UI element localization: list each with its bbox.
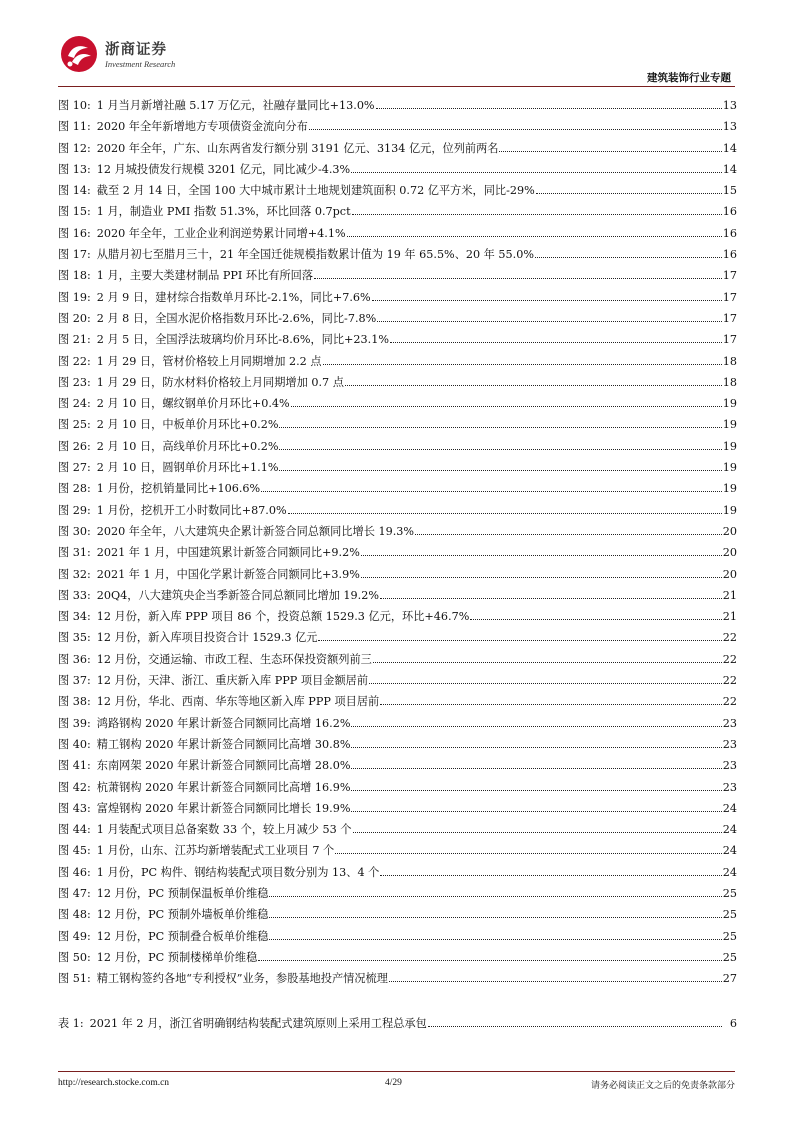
toc-entry-separator: : xyxy=(86,737,91,751)
toc-entry-page: 21 xyxy=(722,588,737,602)
toc-entry-title: 东南网架 2020 年累计新签合同额同比高增 28.0% xyxy=(96,759,351,773)
toc-entry-separator: : xyxy=(86,652,91,666)
toc-entry-page: 19 xyxy=(722,418,737,432)
toc-entry-separator: : xyxy=(86,311,91,325)
toc-entry-page: 16 xyxy=(722,205,737,219)
toc-entry[interactable] xyxy=(58,566,737,587)
toc-entry-separator: : xyxy=(86,674,91,688)
toc-entry-label: 图 16 xyxy=(58,226,87,240)
toc-entry-separator: : xyxy=(79,1017,84,1030)
toc-entry-page: 14 xyxy=(722,141,737,155)
toc-entry[interactable] xyxy=(58,182,737,203)
toc-entry-title: 富煌钢构 2020 年累计新签合同额同比增长 19.9% xyxy=(96,801,351,815)
toc-entry-title: 2 月 10 日，圆钢单价月环比+1.1% xyxy=(96,461,279,475)
toc-entry[interactable] xyxy=(58,821,737,842)
toc-entry-title: 2 月 8 日，全国水泥价格指数月环比-2.6%，同比-7.8% xyxy=(96,311,377,325)
toc-entry-title: 2020 年全年，广东、山东两省发行额分别 3191 亿元、3134 亿元，位列前两名 xyxy=(96,141,499,155)
toc-entry[interactable] xyxy=(58,459,737,480)
toc-entry-title: 12 月份，交通运输、市政工程、生态环保投资额列前三 xyxy=(96,652,372,666)
toc-entry-leader xyxy=(380,598,722,599)
toc-entry-label: 图 22 xyxy=(58,354,87,368)
toc-entry-separator: : xyxy=(86,184,91,198)
brand-name-cn: 浙商证券 xyxy=(105,42,167,58)
toc-entry-title: 1 月份，PC 构件、钢结构装配式项目数分别为 13、4 个 xyxy=(96,865,380,879)
toc-entry-separator: : xyxy=(86,418,91,432)
toc-entry-title: 1 月份，山东、江苏均新增装配式工业项目 7 个 xyxy=(96,844,335,858)
toc-entry[interactable] xyxy=(58,587,737,608)
toc-entry-separator: : xyxy=(86,588,91,602)
toc-entry-leader xyxy=(373,662,722,663)
page-number: 4/29 xyxy=(385,1078,402,1088)
toc-entry-leader xyxy=(390,342,722,343)
toc-entry-leader xyxy=(351,790,721,791)
toc-entry-leader xyxy=(309,129,722,130)
footer-divider xyxy=(58,1071,735,1072)
toc-entry-separator: : xyxy=(86,248,91,262)
report-title: 建筑装饰行业专题 xyxy=(647,72,731,84)
toc-entry[interactable] xyxy=(58,800,737,821)
toc-entry-page: 14 xyxy=(722,162,737,176)
toc-entry[interactable] xyxy=(58,608,737,629)
toc-entry-title: 1 月装配式项目总备案数 33 个，较上月减少 53 个 xyxy=(96,823,352,837)
toc-entry-label: 图 50 xyxy=(58,950,87,964)
toc-entry-page: 17 xyxy=(722,290,737,304)
toc-entry-title: 12 月份，PC 预制楼梯单价维稳 xyxy=(96,950,258,964)
header-divider xyxy=(58,86,735,87)
toc-entry-label: 图 12 xyxy=(58,141,87,155)
toc-entry-leader xyxy=(535,257,722,258)
toc-entry-title: 杭萧钢构 2020 年累计新签合同额同比高增 16.9% xyxy=(96,780,351,794)
toc-entry-leader xyxy=(372,300,722,301)
toc-entry-title: 2 月 10 日，高线单价月环比+0.2% xyxy=(96,439,279,453)
toc-entry[interactable] xyxy=(58,331,737,352)
toc-entry[interactable] xyxy=(58,480,737,501)
toc-entry-separator: : xyxy=(86,567,91,581)
toc-entry-label: 图 48 xyxy=(58,908,87,922)
toc-entry-title: 2 月 10 日，螺纹钢单价月环比+0.4% xyxy=(96,397,290,411)
toc-entry-title: 2021 年 2 月，浙江省明确钢结构装配式建筑原则上采用工程总承包 xyxy=(89,1017,427,1030)
toc-entry-page: 16 xyxy=(722,248,737,262)
toc-entry-leader xyxy=(279,449,721,450)
toc-entry[interactable] xyxy=(58,864,737,885)
toc-entry-leader xyxy=(258,960,721,961)
disclaimer-note: 请务必阅读正文之后的免责条款部分 xyxy=(590,1081,735,1091)
toc-entry-label: 图 30 xyxy=(58,524,87,538)
toc-entry-leader xyxy=(269,939,721,940)
toc-entry-label: 图 28 xyxy=(58,482,87,496)
toc-entry-leader xyxy=(380,704,722,705)
toc-entry-title: 12 月份，PC 预制叠合板单价维稳 xyxy=(96,929,269,943)
toc-entry-leader xyxy=(351,726,721,727)
toc-entry[interactable] xyxy=(58,842,737,863)
toc-entry-separator: : xyxy=(86,482,91,496)
toc-entry-label: 图 33 xyxy=(58,588,87,602)
toc-entry-leader xyxy=(470,619,721,620)
toc-entry[interactable] xyxy=(58,523,737,544)
toc-entry-leader xyxy=(361,555,722,556)
toc-entry-leader xyxy=(323,364,722,365)
table-table-of-contents xyxy=(58,1015,737,1036)
toc-entry[interactable] xyxy=(58,289,737,310)
toc-entry-page: 24 xyxy=(722,865,737,879)
toc-entry[interactable] xyxy=(58,118,737,139)
toc-entry-leader xyxy=(361,577,722,578)
toc-entry-label: 图 38 xyxy=(58,695,87,709)
footer-url-link[interactable]: http://research.stocke.com.cn xyxy=(58,1078,170,1088)
toc-entry-page: 24 xyxy=(722,823,737,837)
toc-entry[interactable] xyxy=(58,906,737,927)
toc-entry-page: 20 xyxy=(722,546,737,560)
toc-entry-page: 18 xyxy=(722,375,737,389)
toc-entry-label: 图 42 xyxy=(58,780,87,794)
toc-entry[interactable] xyxy=(58,736,737,757)
toc-entry-leader xyxy=(369,683,722,684)
toc-entry-leader xyxy=(269,896,721,897)
toc-entry-separator: : xyxy=(86,716,91,730)
toc-entry-separator: : xyxy=(86,375,91,389)
toc-entry-leader xyxy=(415,534,722,535)
toc-entry-title: 1 月当月新增社融 5.17 万亿元，社融存量同比+13.0% xyxy=(96,99,375,112)
toc-entry-title: 截至 2 月 14 日，全国 100 大中城市累计土地规划建筑面积 0.72 亿平方米，同比-29% xyxy=(96,184,535,198)
toc-entry-leader xyxy=(376,108,722,109)
toc-entry-title: 2021 年 1 月，中国化学累计新签合同额同比+3.9% xyxy=(96,567,360,581)
toc-entry-page: 23 xyxy=(722,759,737,773)
toc-entry-title: 1 月，制造业 PMI 指数 51.3%，环比回落 0.7pct xyxy=(96,205,351,219)
toc-entry-label: 图 29 xyxy=(58,503,87,517)
toc-entry[interactable] xyxy=(58,970,737,991)
toc-entry-page: 17 xyxy=(722,269,737,283)
toc-entry-title: 1 月 29 日，管材价格较上月同期增加 2.2 点 xyxy=(96,354,322,368)
toc-entry-leader xyxy=(389,981,722,982)
toc-entry-page: 20 xyxy=(722,524,737,538)
toc-entry-title: 12 月份，新入库项目投资合计 1529.3 亿元 xyxy=(96,631,318,645)
toc-entry-page: 13 xyxy=(722,120,737,134)
toc-entry-label: 图 21 xyxy=(58,333,87,347)
toc-entry[interactable] xyxy=(58,928,737,949)
toc-entry[interactable] xyxy=(58,225,737,246)
toc-entry-leader xyxy=(499,151,721,152)
toc-entry[interactable] xyxy=(58,1015,737,1036)
toc-entry-label: 图 18 xyxy=(58,269,87,283)
toc-entry-separator: : xyxy=(86,844,91,858)
toc-entry-separator: : xyxy=(86,631,91,645)
toc-entry-label: 图 36 xyxy=(58,652,87,666)
toc-entry-separator: : xyxy=(86,461,91,475)
toc-entry-label: 图 51 xyxy=(58,972,87,986)
toc-entry-page: 22 xyxy=(722,695,737,709)
toc-entry-separator: : xyxy=(86,908,91,922)
toc-entry-page: 25 xyxy=(722,886,737,900)
toc-entry-leader xyxy=(314,278,722,279)
toc-entry-separator: : xyxy=(86,759,91,773)
toc-entry-leader xyxy=(288,513,722,514)
toc-entry[interactable] xyxy=(58,672,737,693)
toc-entry-label: 图 17 xyxy=(58,248,87,262)
toc-entry-leader xyxy=(351,747,721,748)
toc-entry-title: 12 月份，PC 预制保温板单价维稳 xyxy=(96,886,269,900)
toc-entry-page: 17 xyxy=(722,333,737,347)
toc-entry-page: 17 xyxy=(722,311,737,325)
toc-entry-leader xyxy=(318,640,721,641)
toc-entry-leader xyxy=(347,236,722,237)
toc-entry-page: 18 xyxy=(722,354,737,368)
toc-entry-separator: : xyxy=(86,972,91,986)
toc-entry-label: 图 44 xyxy=(58,823,87,837)
toc-entry-label: 图 23 xyxy=(58,375,87,389)
toc-entry[interactable] xyxy=(58,203,737,224)
toc-entry-label: 图 39 xyxy=(58,716,87,730)
toc-entry-label: 图 40 xyxy=(58,737,87,751)
toc-entry-label: 图 20 xyxy=(58,311,87,325)
toc-entry-separator: : xyxy=(86,695,91,709)
toc-entry-page: 24 xyxy=(722,801,737,815)
toc-entry-separator: : xyxy=(86,162,91,176)
toc-entry-label: 图 46 xyxy=(58,865,87,879)
toc-entry-title: 2020 年全年新增地方专项债资金流向分布 xyxy=(96,120,308,134)
toc-entry[interactable] xyxy=(58,416,737,437)
toc-entry-label: 图 15 xyxy=(58,205,87,219)
toc-entry-leader xyxy=(536,193,722,194)
toc-entry[interactable] xyxy=(58,544,737,565)
toc-entry[interactable] xyxy=(58,374,737,395)
toc-entry-label: 图 37 xyxy=(58,674,87,688)
toc-entry-title: 2020 年全年，八大建筑央企累计新签合同总额同比增长 19.3% xyxy=(96,524,415,538)
page-header xyxy=(58,32,735,86)
toc-entry[interactable] xyxy=(58,651,737,672)
toc-entry-page: 24 xyxy=(722,844,737,858)
toc-entry-separator: : xyxy=(86,865,91,879)
toc-entry-separator: : xyxy=(86,354,91,368)
toc-entry-title: 精工钢构 2020 年累计新签合同额同比高增 30.8% xyxy=(96,737,351,751)
toc-entry-title: 2 月 9 日，建材综合指数单月环比-2.1%，同比+7.6% xyxy=(96,290,371,304)
toc-entry-separator: : xyxy=(86,503,91,517)
toc-entry[interactable] xyxy=(58,97,737,118)
toc-entry-page: 20 xyxy=(722,567,737,581)
toc-entry[interactable] xyxy=(58,267,737,288)
toc-entry-label: 图 47 xyxy=(58,886,87,900)
toc-entry-label: 图 24 xyxy=(58,397,87,411)
toc-entry-page: 23 xyxy=(722,716,737,730)
toc-entry-label: 图 32 xyxy=(58,567,87,581)
toc-entry-title: 20Q4，八大建筑央企当季新签合同总额同比增加 19.2% xyxy=(96,588,379,602)
toc-entry-separator: : xyxy=(86,333,91,347)
toc-entry-label: 图 31 xyxy=(58,546,87,560)
toc-entry-separator: : xyxy=(86,99,91,112)
toc-entry-page: 21 xyxy=(722,610,737,624)
toc-entry-separator: : xyxy=(86,546,91,560)
toc-entry[interactable] xyxy=(58,438,737,459)
toc-entry-title: 1 月份，挖机开工小时数同比+87.0% xyxy=(96,503,287,517)
toc-entry-leader xyxy=(261,491,722,492)
toc-entry-separator: : xyxy=(86,524,91,538)
toc-entry-separator: : xyxy=(86,610,91,624)
toc-entry-separator: : xyxy=(86,801,91,815)
toc-entry-title: 从腊月初七至腊月三十，21 年全国迁徙规模指数累计值为 19 年 65.5%、20 年 55.0% xyxy=(96,248,534,262)
toc-entry-title: 1 月份，挖机销量同比+106.6% xyxy=(96,482,261,496)
toc-entry-title: 鸿路钢构 2020 年累计新签合同额同比高增 16.2% xyxy=(96,716,351,730)
toc-entry[interactable] xyxy=(58,353,737,374)
figure-table-of-contents xyxy=(58,97,737,991)
toc-entry-leader xyxy=(428,1026,722,1027)
toc-entry-page: 23 xyxy=(722,737,737,751)
toc-entry-page: 22 xyxy=(722,631,737,645)
toc-entry[interactable] xyxy=(58,310,737,331)
toc-entry-label: 图 10 xyxy=(58,99,87,112)
toc-entry-label: 图 13 xyxy=(58,162,87,176)
toc-entry[interactable] xyxy=(58,885,737,906)
toc-entry-page: 6 xyxy=(729,1017,737,1030)
toc-entry-page: 19 xyxy=(722,397,737,411)
toc-entry[interactable] xyxy=(58,949,737,970)
toc-entry-leader xyxy=(279,427,721,428)
toc-entry-leader xyxy=(377,321,721,322)
toc-entry-label: 图 11 xyxy=(58,120,87,134)
toc-entry-leader xyxy=(269,917,721,918)
toc-entry-title: 精工钢构签约各地“专利授权”业务，参股基地投产情况梳理 xyxy=(96,972,388,986)
toc-entry-label: 图 45 xyxy=(58,844,87,858)
toc-entry-title: 12 月城投债发行规模 3201 亿元，同比减少-4.3% xyxy=(96,162,351,176)
toc-entry-separator: : xyxy=(86,439,91,453)
toc-entry-leader xyxy=(279,470,721,471)
toc-entry-title: 12 月份，华北、西南、华东等地区新入库 PPP 项目居前 xyxy=(96,695,380,709)
toc-entry[interactable] xyxy=(58,629,737,650)
toc-entry[interactable] xyxy=(58,161,737,182)
toc-entry-separator: : xyxy=(86,226,91,240)
toc-entry-label: 图 19 xyxy=(58,290,87,304)
toc-entry-separator: : xyxy=(86,397,91,411)
toc-entry-label: 图 26 xyxy=(58,439,87,453)
toc-entry-label: 图 49 xyxy=(58,929,87,943)
toc-entry-leader xyxy=(380,875,721,876)
toc-entry-label: 图 34 xyxy=(58,610,87,624)
toc-entry-leader xyxy=(335,853,722,854)
toc-entry-separator: : xyxy=(86,290,91,304)
toc-entry-page: 25 xyxy=(722,950,737,964)
toc-entry-page: 19 xyxy=(722,439,737,453)
toc-entry[interactable] xyxy=(58,693,737,714)
toc-entry-separator: : xyxy=(86,780,91,794)
toc-entry[interactable] xyxy=(58,779,737,800)
toc-entry-separator: : xyxy=(86,886,91,900)
toc-entry-page: 25 xyxy=(722,908,737,922)
toc-entry-page: 23 xyxy=(722,780,737,794)
toc-entry-separator: : xyxy=(86,823,91,837)
brand-name-en: Investment Research xyxy=(105,59,176,69)
toc-entry-label: 图 35 xyxy=(58,631,87,645)
toc-entry-page: 22 xyxy=(722,652,737,666)
toc-entry-separator: : xyxy=(86,950,91,964)
toc-entry-page: 25 xyxy=(722,929,737,943)
toc-entry-title: 2 月 5 日，全国浮法玻璃均价月环比-8.6%，同比+23.1% xyxy=(96,333,389,347)
toc-entry-separator: : xyxy=(86,120,91,134)
toc-entry[interactable] xyxy=(58,140,737,161)
toc-entry-page: 19 xyxy=(722,482,737,496)
toc-entry-label: 图 43 xyxy=(58,801,87,815)
toc-entry-leader xyxy=(351,768,721,769)
toc-entry-page: 13 xyxy=(722,99,737,112)
toc-entry-separator: : xyxy=(86,269,91,283)
toc-entry-label: 图 25 xyxy=(58,418,87,432)
toc-entry-leader xyxy=(351,172,722,173)
toc-entry-leader xyxy=(352,214,722,215)
toc-entry-page: 15 xyxy=(722,184,737,198)
toc-entry-title: 2021 年 1 月，中国建筑累计新签合同额同比+9.2% xyxy=(96,546,360,560)
toc-entry-leader xyxy=(345,385,722,386)
toc-entry-label: 图 41 xyxy=(58,759,87,773)
toc-entry-leader xyxy=(291,406,722,407)
toc-entry-title: 12 月份，天津、浙江、重庆新入库 PPP 项目金额居前 xyxy=(96,674,369,688)
toc-entry-page: 22 xyxy=(722,674,737,688)
toc-entry-label: 图 27 xyxy=(58,461,87,475)
toc-entry-title: 12 月份，新入库 PPP 项目 86 个，投资总额 1529.3 亿元，环比+46.7% xyxy=(96,610,470,624)
toc-entry[interactable] xyxy=(58,502,737,523)
toc-entry-leader xyxy=(353,832,722,833)
toc-entry-label: 图 14 xyxy=(58,184,87,198)
toc-entry-title: 1 月 29 日，防水材料价格较上月同期增加 0.7 点 xyxy=(96,375,344,389)
toc-entry-page: 19 xyxy=(722,461,737,475)
toc-entry[interactable] xyxy=(58,395,737,416)
toc-entry-separator: : xyxy=(86,929,91,943)
toc-entry-separator: : xyxy=(86,141,91,155)
toc-entry[interactable] xyxy=(58,715,737,736)
brokerage-logo-icon xyxy=(58,34,100,74)
toc-entry[interactable] xyxy=(58,246,737,267)
toc-entry[interactable] xyxy=(58,757,737,778)
toc-entry-page: 16 xyxy=(722,226,737,240)
toc-entry-title: 1 月，主要大类建材制品 PPI 环比有所回落 xyxy=(96,269,314,283)
toc-entry-label: 表 1 xyxy=(58,1017,80,1030)
toc-entry-page: 19 xyxy=(722,503,737,517)
toc-entry-separator: : xyxy=(86,205,91,219)
toc-entry-page: 27 xyxy=(722,972,737,986)
toc-entry-title: 2 月 10 日，中板单价月环比+0.2% xyxy=(96,418,279,432)
toc-entry-leader xyxy=(351,811,721,812)
toc-entry-title: 12 月份，PC 预制外墙板单价维稳 xyxy=(96,908,269,922)
toc-entry-title: 2020 年全年，工业企业利润逆势累计同增+4.1% xyxy=(96,226,346,240)
